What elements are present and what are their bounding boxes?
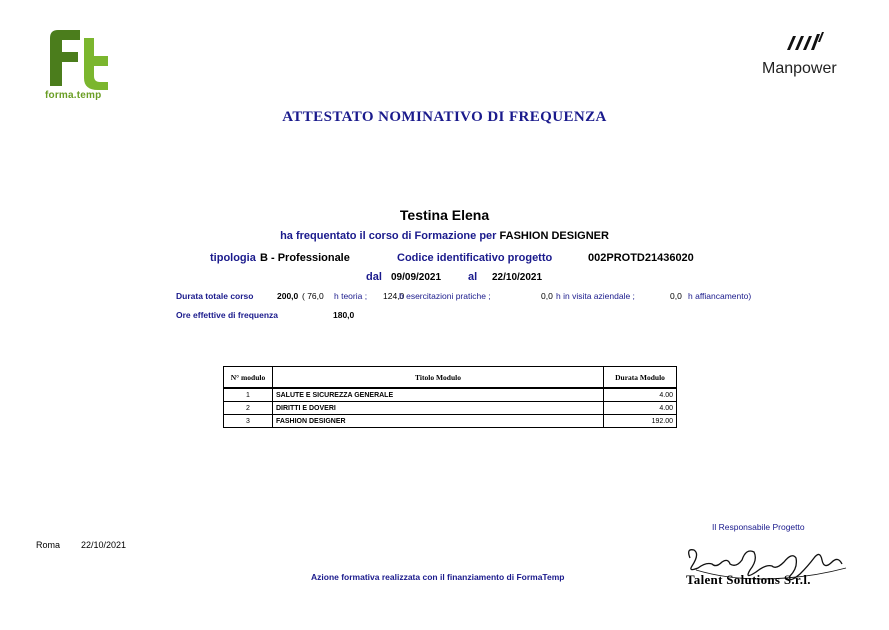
effective-hours-value: 180,0 (333, 310, 355, 320)
course-intro: ha frequentato il corso di Formazione per (280, 230, 497, 242)
modules-table (223, 366, 677, 428)
project-code-label: Codice identificativo progetto (397, 252, 553, 264)
module-duration: 4.00 (604, 388, 677, 402)
module-duration: 192.00 (604, 415, 677, 428)
course-name: FASHION DESIGNER (499, 230, 609, 242)
teoria-label: h teoria ; (334, 291, 368, 301)
teoria-value: ( 76,0 (302, 291, 324, 301)
table-row (224, 415, 677, 428)
module-title: DIRITTI E DOVERI (272, 402, 603, 415)
aziendale-label: h in visita aziendale ; (556, 291, 635, 301)
document-title: ATTESTATO NOMINATIVO DI FREQUENZA (282, 109, 607, 125)
project-code-value: 002PROTD21436020 (588, 252, 694, 264)
esercitazioni-label: h esercitazioni pratiche ; (399, 291, 491, 301)
module-title: FASHION DESIGNER (272, 415, 603, 428)
table-row (224, 402, 677, 415)
column-header-title: Titolo Modulo (272, 367, 603, 389)
affiancamento-value: 0,0 (670, 291, 682, 301)
table-row (224, 388, 677, 402)
module-number: 1 (224, 388, 273, 402)
date-to-label: al (468, 271, 478, 283)
place: Roma (36, 540, 61, 550)
company-stamp: Talent Solutions S.r.l. (686, 572, 811, 587)
effective-hours-label: Ore effettive di frequenza (176, 310, 279, 320)
table-header-row (224, 367, 677, 389)
module-number: 3 (224, 415, 273, 428)
date-to-value: 22/10/2021 (492, 272, 543, 283)
tipologia-label: tipologia (210, 252, 256, 264)
date-from-label: dal (366, 271, 382, 283)
signature (676, 538, 856, 598)
esercitazioni-value: 124,0 (383, 291, 405, 301)
column-header-duration: Durata Modulo (604, 367, 677, 389)
tipologia-value: B - Professionale (260, 252, 350, 264)
total-duration-value: 200,0 (277, 291, 299, 301)
course-line (0, 230, 889, 242)
participant-name: Testina Elena (399, 207, 490, 223)
responsible-label: Il Responsabile Progetto (712, 522, 805, 532)
date-from-value: 09/09/2021 (391, 272, 442, 283)
column-header-number: N° modulo (224, 367, 273, 389)
module-number: 2 (224, 402, 273, 415)
formatemp-logo-text: forma.temp (45, 90, 102, 101)
aziendale-value: 0,0 (541, 291, 553, 301)
total-duration-label: Durata totale corso (176, 291, 254, 301)
module-title: SALUTE E SICUREZZA GENERALE (272, 388, 603, 402)
module-duration: 4.00 (604, 402, 677, 415)
manpower-logo (785, 30, 825, 52)
affiancamento-label: h affiancamento) (688, 291, 752, 301)
manpower-logo-text: Manpower (762, 60, 837, 77)
issue-date: 22/10/2021 (81, 540, 127, 550)
funding-note: Azione formativa realizzata con il finanziamento di FormaTemp (311, 572, 565, 582)
